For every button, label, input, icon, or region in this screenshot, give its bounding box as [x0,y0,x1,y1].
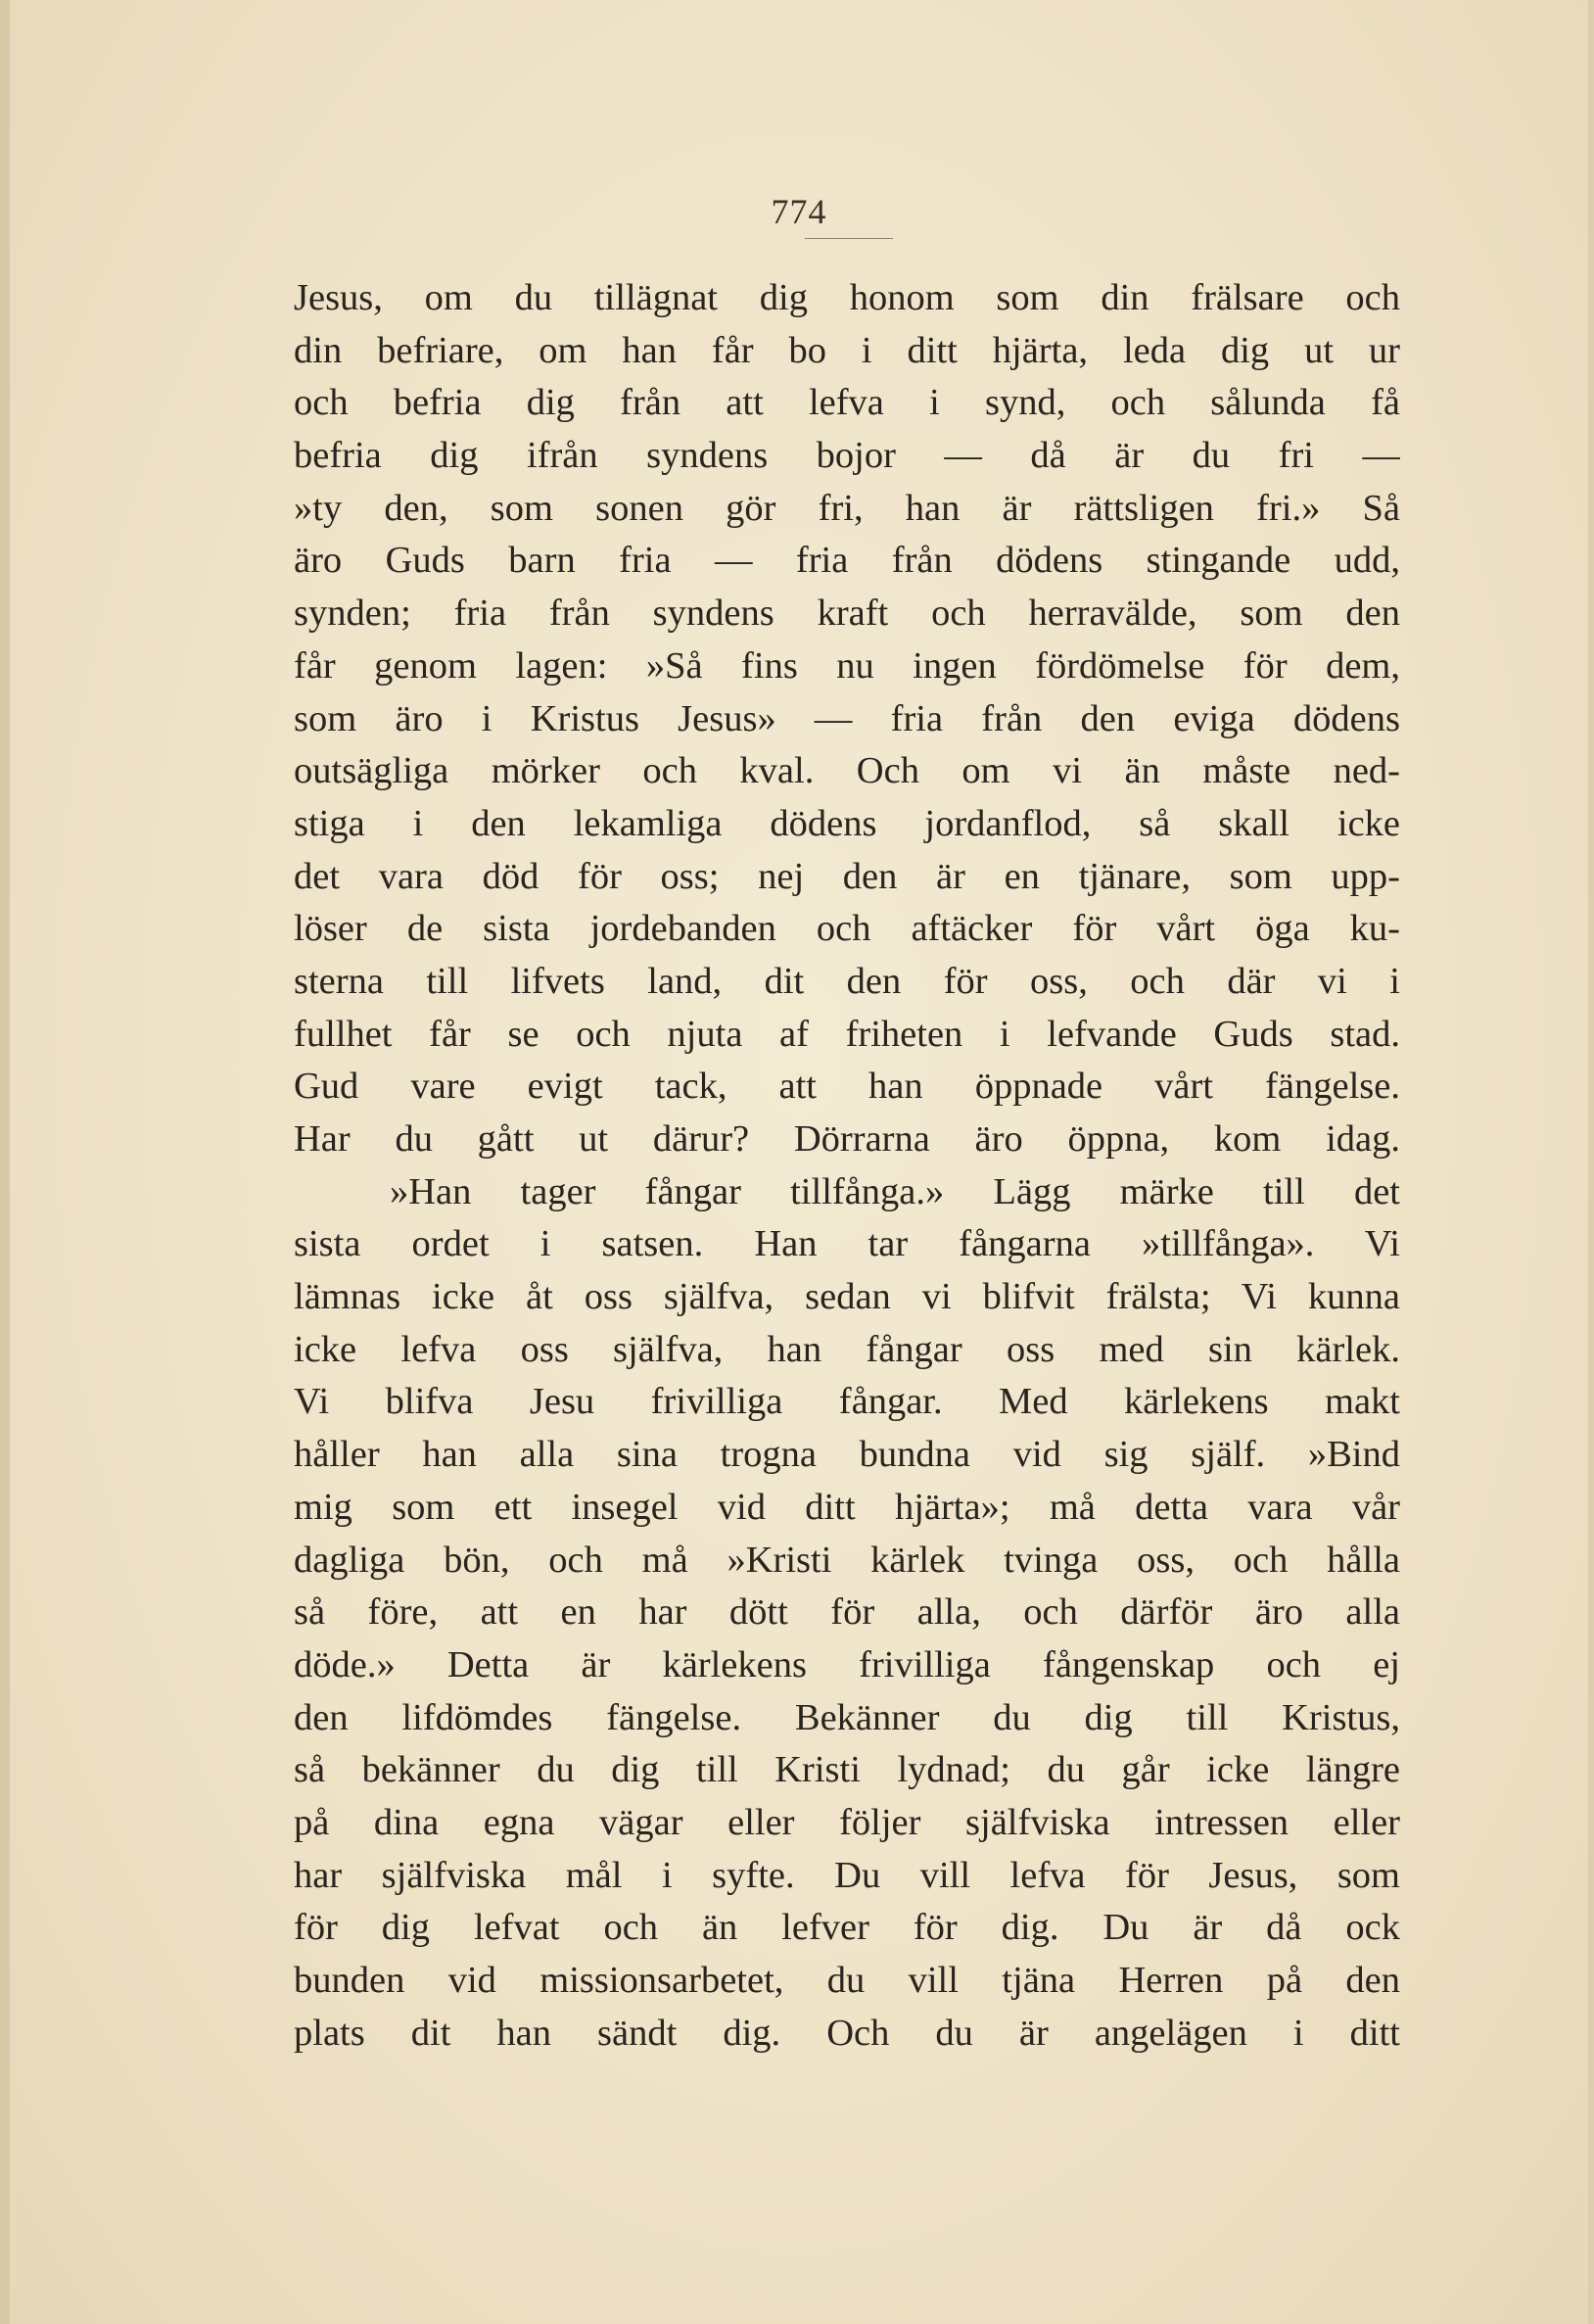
text-line: icke lefva oss själfva, han fångar oss med sin kärlek. [294,1328,1400,1370]
text-line: »Han tager fångar tillfånga.» Lägg märke till det [390,1170,1400,1212]
text-line: outsägliga mörker och kval. Och om vi än måste ned- [294,750,1400,792]
text-line: sista ordet i satsen. Han tar fångarna »tillfånga». Vi [294,1223,1400,1265]
text-line: så bekänner du dig till Kristi lydnad; du går icke längre [294,1749,1400,1791]
text-line: dagliga bön, och må »Kristi kärlek tvinga oss, och hålla [294,1539,1400,1581]
text-line: befria dig ifrån syndens bojor — då är du fri — [294,435,1400,477]
text-line: och befria dig från att lefva i synd, och sålunda få [294,382,1400,424]
text-line: Jesus, om du tillägnat dig honom som din frälsare och [294,277,1400,318]
text-line: äro Guds barn fria — fria från dödens stingande udd, [294,540,1400,582]
text-line: synden; fria från syndens kraft och herravälde, som den [294,593,1400,635]
text-line: din befriare, om han får bo i ditt hjärta, leda dig ut ur [294,329,1400,371]
body-text [294,272,1400,2060]
text-line: döde.» Detta är kärlekens frivilliga fångenskap och ej [294,1643,1400,1685]
text-line: får genom lagen: »Så fins nu ingen fördömelse för dem, [294,644,1400,687]
text-line: den lifdömdes fängelse. Bekänner du dig till Kristus, [294,1696,1400,1738]
text-line: fullhet får se och njuta af friheten i lefvande Guds stad. [294,1013,1400,1055]
text-line: Vi blifva Jesu frivilliga fångar. Med kärlekens makt [294,1381,1400,1423]
text-line: så före, att en har dött för alla, och därför äro alla [294,1591,1400,1634]
text-line: plats dit han sändt dig. Och du är angelägen i ditt [294,2012,1400,2054]
text-line: har själfviska mål i syfte. Du vill lefva för Jesus, som [294,1854,1400,1896]
text-line: mig som ett insegel vid ditt hjärta»; må detta vara vår [294,1486,1400,1528]
text-line: sterna till lifvets land, dit den för oss, och där vi i [294,960,1400,1002]
text-line: löser de sista jordebanden och aftäcker för vårt öga ku- [294,908,1400,950]
text-line: Gud vare evigt tack, att han öppnade vårt fängelse. [294,1066,1400,1108]
text-line: som äro i Kristus Jesus» — fria från den eviga dödens [294,697,1400,739]
page-number-rule [805,238,893,239]
text-line: för dig lefvat och än lefver för dig. Du är då ock [294,1907,1400,1949]
text-line: lämnas icke åt oss själfva, sedan vi blifvit frälsta; Vi kunna [294,1276,1400,1318]
text-line: Har du gått ut därur? Dörrarna äro öppna, kom idag. [294,1118,1400,1160]
text-line: bunden vid missionsarbetet, du vill tjäna Herren på den [294,1960,1400,2001]
text-line: stiga i den lekamliga dödens jordanflod, så skall icke [294,802,1400,844]
text-line: håller han alla sina trogna bundna vid sig själf. »Bind [294,1434,1400,1476]
text-line: det vara död för oss; nej den är en tjänare, som upp- [294,855,1400,897]
text-line: på dina egna vägar eller följer själfviska intressen eller [294,1801,1400,1843]
text-line: »ty den, som sonen gör fri, han är rättsligen fri.» Så [294,487,1400,529]
page-number: 774 [771,192,827,231]
